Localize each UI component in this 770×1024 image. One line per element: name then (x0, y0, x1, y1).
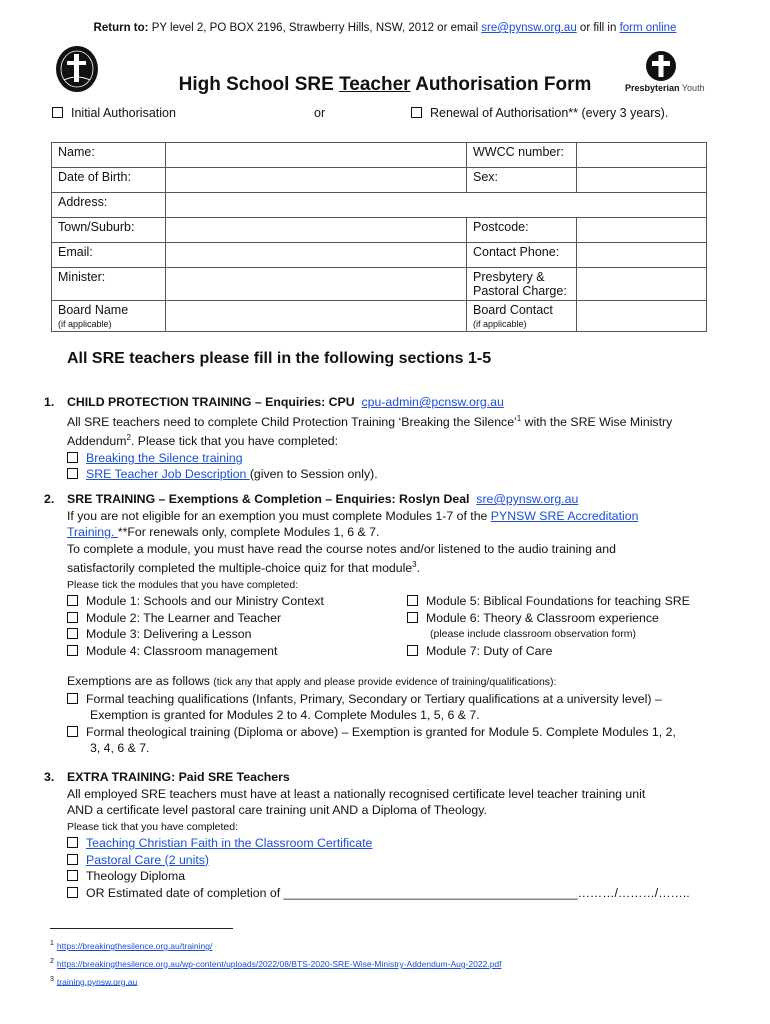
sections-heading: All SRE teachers please fill in the following sections 1-5 (67, 350, 492, 367)
module-5-checkbox[interactable] (407, 595, 418, 606)
board-contact-field[interactable] (577, 301, 707, 332)
initial-authorisation-checkbox[interactable] (52, 107, 63, 118)
renewal-authorisation-checkbox[interactable] (411, 107, 422, 118)
wwcc-label: WWCC number: (467, 143, 577, 168)
job-description-option[interactable] (67, 466, 724, 483)
footnote-divider (50, 928, 233, 929)
phone-label: Contact Phone: (467, 243, 577, 268)
return-text: PY level 2, PO BOX 2196, Strawberry Hills, NSW, 2012 or email (151, 22, 479, 34)
return-address (0, 22, 770, 34)
module-6-checkbox[interactable] (407, 612, 418, 623)
title-underlined: Teacher (339, 74, 411, 95)
footnote-ref-1: 1 (516, 413, 522, 423)
board-contact-note: (if applicable) (473, 319, 527, 329)
module-6-note: (please include classroom observation form) (430, 628, 637, 641)
module-4-label: Module 4: Classroom management (86, 643, 278, 658)
footnote-3-link[interactable]: training.pynsw.org.au (56, 976, 138, 987)
job-description-link[interactable]: SRE Teacher Job Description (86, 467, 250, 482)
modules-right-column (407, 593, 690, 659)
personal-details-table (51, 142, 707, 332)
section-child-protection (44, 394, 724, 483)
module-1-checkbox[interactable] (67, 595, 78, 606)
logo-text-bold: Presbyterian (625, 83, 680, 93)
bts-training-link[interactable]: Breaking the Silence training (86, 450, 243, 465)
page-title (0, 74, 770, 96)
footnote-ref-2: 2 (126, 433, 131, 443)
s3-line1: All employed SRE teachers must have at least a nationally recognised certificate level teacher training unit (67, 786, 646, 801)
footnote-2-number: 2 (50, 957, 54, 965)
roslyn-email-link[interactable]: sre@pynsw.org.au (476, 492, 579, 506)
section-1-heading: CHILD PROTECTION TRAINING – Enquiries: CPU (67, 395, 355, 409)
presbytery-label (467, 268, 577, 301)
wwcc-field[interactable] (577, 143, 707, 168)
footnotes (50, 936, 502, 989)
s1-line2a: Addendum (67, 434, 127, 449)
module-7-checkbox[interactable] (407, 645, 418, 656)
module-1-option[interactable] (67, 593, 324, 610)
accreditation-link-part1[interactable]: PYNSW SRE Accreditation (490, 508, 639, 523)
tcfc-certificate-option[interactable] (67, 835, 724, 852)
estimated-date-option[interactable] (67, 885, 724, 902)
title-part2: Authorisation Form (410, 74, 592, 95)
s3-line2: AND a certificate level pastoral care training unit AND a Diploma of Theology. (67, 803, 487, 817)
pastoral-care-option[interactable] (67, 852, 724, 869)
section-1-number: 1. (44, 395, 55, 409)
pastoral-care-link[interactable]: Pastoral Care (2 units) (86, 852, 210, 867)
pastoral-care-checkbox[interactable] (67, 854, 78, 865)
module-5-label: Module 5: Biblical Foundations for teaching SRE (426, 594, 690, 609)
footnote-2-link[interactable]: https://breakingthesilence.org.au/wp-content/uploads/2022/08/BTS-2020-SRE-Wise-Ministry-Addendum-Aug-2022.pdf (56, 958, 502, 969)
sex-label: Sex: (467, 168, 577, 193)
teaching-qual-checkbox[interactable] (67, 693, 78, 704)
presbytery-line2: Pastoral Charge: (473, 284, 567, 298)
module-3-checkbox[interactable] (67, 628, 78, 639)
job-description-checkbox[interactable] (67, 468, 78, 479)
exemptions-intro: Exemptions are as follows (67, 674, 214, 689)
cpu-email-link[interactable]: cpu-admin@pcnsw.org.au (361, 395, 504, 409)
theology-training-checkbox[interactable] (67, 726, 78, 737)
postcode-label: Postcode: (467, 218, 577, 243)
sex-field[interactable] (577, 168, 707, 193)
estimated-date-field[interactable]: OR Estimated date of completion of ___________________________________________………/………/…….. (86, 885, 690, 900)
teaching-qual-label: Formal teaching qualifications (Infants, Primary, Secondary or Tertiary qualifications at a university level) – (86, 691, 662, 706)
footnote-ref-3: 3 (412, 560, 417, 569)
bts-training-checkbox[interactable] (67, 452, 78, 463)
theology-training-label-cont: 3, 4, 6 & 7. (90, 741, 150, 756)
teaching-qual-option[interactable] (67, 691, 724, 708)
theology-diploma-label: Theology Diploma (86, 869, 186, 883)
theology-training-option[interactable] (67, 724, 724, 741)
form-online-link[interactable]: form online (619, 22, 677, 34)
postcode-field[interactable] (577, 218, 707, 243)
job-description-note: (given to Session only). (249, 467, 378, 482)
section-sre-training (44, 491, 724, 757)
town-field[interactable] (166, 218, 467, 243)
module-2-option[interactable] (67, 610, 324, 627)
modules-left-column (67, 593, 324, 659)
s1-line1a: All SRE teachers need to complete Child Protection Training ‘Breaking the Silence’ (67, 414, 517, 429)
module-5-option[interactable] (407, 593, 690, 610)
name-label: Name: (52, 143, 166, 168)
module-4-option[interactable] (67, 643, 324, 660)
module-4-checkbox[interactable] (67, 645, 78, 656)
extra-tick-note: Please tick that you have completed: (67, 820, 239, 833)
module-1-label: Module 1: Schools and our Ministry Context (86, 594, 324, 609)
module-7-option[interactable] (407, 643, 690, 660)
footnote-1-link[interactable]: https://breakingthesilence.org.au/training/ (56, 940, 213, 951)
theology-training-label: Formal theological training (Diploma or above) – Exemption is granted for Module 5. Complete Modules 1, 2, (86, 724, 676, 739)
module-6-option[interactable] (407, 610, 690, 627)
dob-field[interactable] (166, 168, 467, 193)
theology-diploma-option[interactable] (67, 868, 724, 885)
footnote-2 (50, 954, 502, 972)
s1-line1b: with the SRE Wise Ministry (521, 414, 673, 429)
module-2-label: Module 2: The Learner and Teacher (86, 610, 282, 625)
board-name-text: Board Name (58, 303, 129, 317)
module-3-option[interactable] (67, 626, 324, 643)
address-field[interactable] (166, 193, 707, 218)
footnote-1 (50, 936, 502, 954)
renewal-authorisation-label: Renewal of Authorisation** (every 3 years). (430, 106, 669, 120)
board-name-field[interactable] (166, 301, 467, 332)
footnote-3-number: 3 (50, 975, 54, 983)
auth-or-text: or (314, 106, 326, 120)
board-name-note: (if applicable) (58, 319, 112, 329)
section-3-number: 3. (44, 770, 55, 784)
return-email-link[interactable]: sre@pynsw.org.au (481, 22, 577, 34)
town-label: Town/Suburb: (52, 218, 166, 243)
bts-training-option[interactable] (67, 450, 724, 467)
board-contact-label (467, 301, 577, 332)
footnote-3 (50, 972, 502, 990)
modules-tick-note: Please tick the modules that you have completed: (67, 578, 299, 591)
presbytery-field[interactable] (577, 268, 707, 301)
section-extra-training (44, 769, 724, 901)
s2-line4b: . (416, 561, 421, 576)
initial-authorisation-option[interactable] (52, 106, 176, 120)
accreditation-link-part2[interactable]: Training. (67, 525, 118, 539)
return-label: Return to: (93, 22, 149, 34)
s2-line3: To complete a module, you must have read the course notes and/or listened to the audio training and (67, 541, 616, 556)
module-6-label: Module 6: Theory & Classroom experience (426, 610, 659, 625)
tcfc-certificate-link[interactable]: Teaching Christian Faith in the Classroom Certificate (86, 836, 373, 850)
presbytery-line1: Presbytery & (473, 270, 545, 284)
theology-diploma-checkbox[interactable] (67, 870, 78, 881)
section-2-number: 2. (44, 492, 55, 506)
s1-line2b: . Please tick that you have completed: (130, 434, 339, 449)
module-3-label: Module 3: Delivering a Lesson (86, 627, 252, 642)
modules-list (67, 593, 724, 657)
section-3-heading: EXTRA TRAINING: Paid SRE Teachers (67, 770, 290, 784)
name-field[interactable] (166, 143, 467, 168)
phone-field[interactable] (577, 243, 707, 268)
address-label: Address: (52, 193, 166, 218)
minister-field[interactable] (166, 268, 467, 301)
board-contact-text: Board Contact (473, 303, 553, 317)
return-or: or fill in (579, 22, 617, 34)
s2-line4a: satisfactorily completed the multiple-choice quiz for that module (67, 561, 413, 576)
estimated-date-checkbox[interactable] (67, 887, 78, 898)
teaching-qual-label-cont: Exemption is granted for Modules 2 to 4. Complete Modules 1, 5, 6 & 7. (90, 708, 480, 723)
renewal-authorisation-option[interactable] (411, 106, 668, 120)
dob-label: Date of Birth: (52, 168, 166, 193)
module-7-label: Module 7: Duty of Care (426, 643, 553, 658)
logo-text-light: Youth (681, 83, 705, 93)
board-name-label (52, 301, 166, 332)
footnote-1-number: 1 (50, 940, 54, 947)
initial-authorisation-label: Initial Authorisation (71, 106, 176, 120)
section-2-heading: SRE TRAINING – Exemptions & Completion – Enquiries: Roslyn Deal (67, 492, 470, 506)
minister-label: Minister: (52, 268, 166, 301)
exemptions-note: (tick any that apply and please provide evidence of training/qualifications): (213, 676, 557, 689)
email-label: Email: (52, 243, 166, 268)
s2-line1a: If you are not eligible for an exemption you must complete Modules 1-7 of the (67, 508, 491, 523)
s2-line2b: **For renewals only, complete Modules 1, 6 & 7. (117, 525, 380, 539)
tcfc-certificate-checkbox[interactable] (67, 837, 78, 848)
title-part1: High School SRE (178, 74, 340, 95)
email-field[interactable] (166, 243, 467, 268)
module-2-checkbox[interactable] (67, 612, 78, 623)
